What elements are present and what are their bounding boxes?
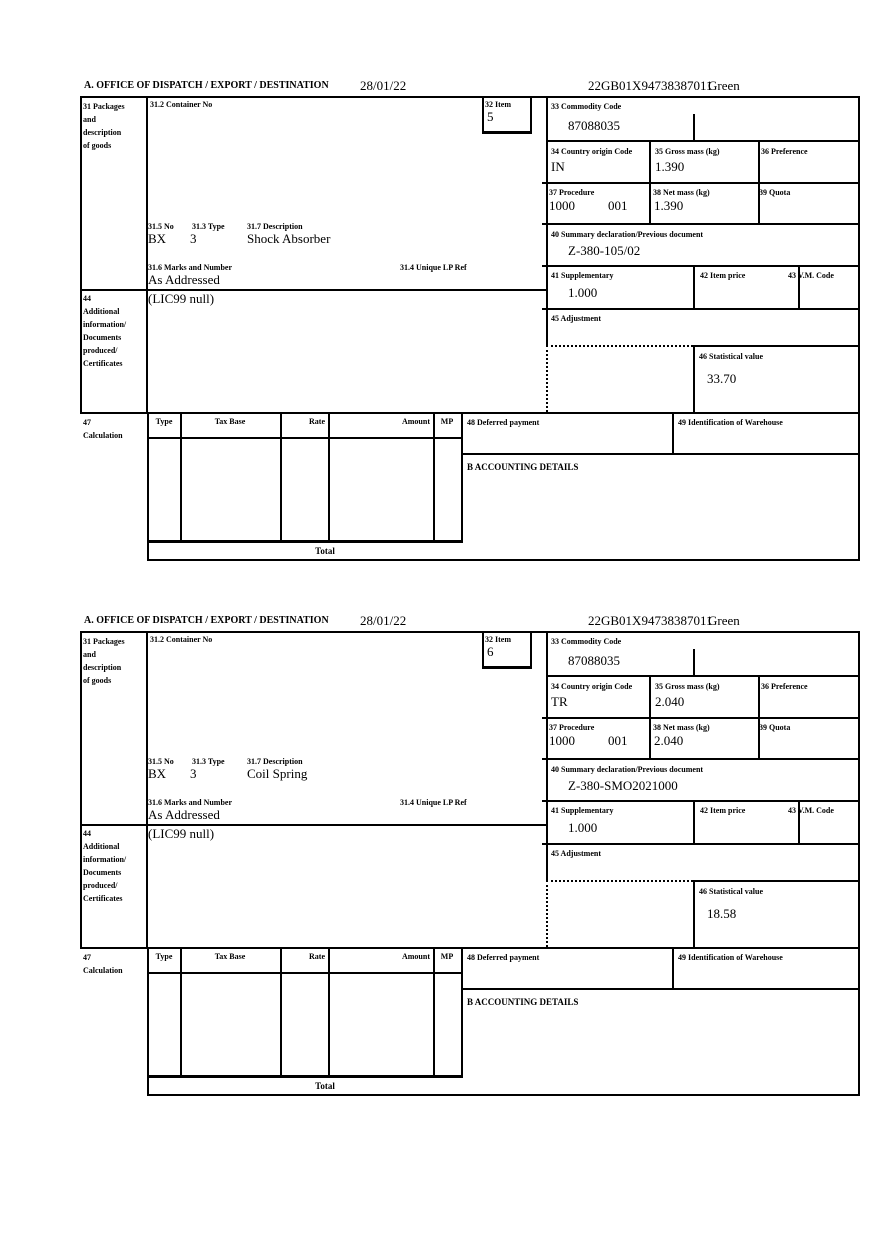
row-separator-37-40	[542, 758, 860, 760]
statistical-value-label: 46 Statistical value	[699, 887, 763, 896]
packages-type-value: 3	[190, 231, 197, 246]
calc-col-taxbase-right	[280, 947, 282, 1077]
procedure-label: 37 Procedure	[549, 188, 595, 197]
net-mass-label: 38 Net mass (kg)	[653, 723, 710, 732]
item-box-right	[530, 96, 532, 134]
box31-label	[83, 100, 125, 152]
col-separator-48-49	[672, 412, 674, 455]
statistical-box-left	[693, 880, 695, 949]
calc-col-taxbase-header: Tax Base	[214, 417, 246, 426]
form-border-bottom	[147, 559, 860, 561]
calc-col-rate-header: Rate	[309, 952, 325, 961]
calc-col-type-right	[180, 947, 182, 1077]
commodity-code-value: 87088035	[568, 653, 620, 668]
calc-col-mp-right	[461, 412, 463, 542]
previous-document-label: 40 Summary declaration/Previous document	[551, 230, 704, 239]
quota-label: 39 Quota	[759, 188, 791, 197]
calc-col-amount-right	[433, 947, 435, 1077]
office-of-dispatch-heading: A. OFFICE OF DISPATCH / EXPORT / DESTINATION	[84, 615, 329, 626]
box44-label	[83, 827, 126, 905]
label-column-separator	[146, 631, 148, 949]
country-origin-label: 34 Country origin Code	[551, 682, 633, 691]
col-separator-35-36	[758, 675, 760, 760]
preference-label: 36 Preference	[761, 147, 808, 156]
adjustment-label: 45 Adjustment	[551, 849, 602, 858]
form-border-right	[858, 631, 860, 1096]
calc-header-bottom	[147, 972, 463, 974]
item-no-label: 32 Item	[485, 100, 511, 109]
calc-col-type-header: Type	[155, 952, 173, 961]
calc-col-rate-right	[328, 947, 330, 1077]
box47-label-line: Calculation	[83, 966, 123, 975]
customs-item-form	[80, 613, 862, 1097]
cutout-dotted-horizontal	[546, 880, 693, 882]
item-no-value: 5	[487, 109, 494, 124]
net-mass-label: 38 Net mass (kg)	[653, 188, 710, 197]
commodity-box-bottom	[546, 140, 860, 142]
previous-document-value: Z-380-SMO2021000	[568, 778, 678, 793]
description-label: 31.7 Description	[247, 757, 303, 766]
packages-no-value: BX	[148, 766, 167, 781]
commodity-code-label: 33 Commodity Code	[551, 637, 622, 646]
form-border-left	[80, 96, 82, 414]
total-row-left	[147, 1075, 149, 1096]
packages-no-label: 31.5 No	[148, 757, 174, 766]
container-no-label: 31.2 Container No	[150, 635, 213, 644]
box47-label-line: Calculation	[83, 431, 123, 440]
box44-label-line: produced/	[83, 881, 118, 890]
box31-label-line: 31 Packages	[83, 102, 125, 111]
calc-col-mp-header: MP	[440, 417, 454, 426]
calc-col-mp-header: MP	[440, 952, 454, 961]
box47-label-line: 47	[83, 418, 91, 427]
country-origin-label: 34 Country origin Code	[551, 147, 633, 156]
container-no-label: 31.2 Container No	[150, 100, 213, 109]
total-label: Total	[315, 1081, 335, 1091]
box31-label	[83, 635, 125, 687]
quota-label: 39 Quota	[759, 723, 791, 732]
col-separator-34-35	[649, 140, 651, 225]
box47-label	[83, 416, 123, 442]
box31-label-line: description	[83, 663, 122, 672]
warehouse-id-label: 49 Identification of Warehouse	[678, 418, 783, 427]
box31-label-line: description	[83, 128, 122, 137]
deferred-payment-label: 48 Deferred payment	[467, 953, 540, 962]
box44-label-line: information/	[83, 320, 127, 329]
box44-label-line: Certificates	[83, 359, 123, 368]
col-separator-35-36	[758, 140, 760, 225]
row-separator-41-45	[542, 308, 860, 310]
gross-mass-label: 35 Gross mass (kg)	[655, 682, 720, 691]
statistical-box-top	[693, 880, 860, 882]
marks-label: 31.6 Marks and Number	[148, 263, 233, 272]
procedure-label: 37 Procedure	[549, 723, 595, 732]
calc-col-mp-right	[461, 947, 463, 1077]
calc-col-type-right	[180, 412, 182, 542]
commodity-code-value: 87088035	[568, 118, 620, 133]
statistical-value-label: 46 Statistical value	[699, 352, 763, 361]
calc-col-amount-right	[433, 412, 435, 542]
packages-no-label: 31.5 No	[148, 222, 174, 231]
row-separator-34-37	[542, 182, 860, 184]
packages-type-value: 3	[190, 766, 197, 781]
label-column-separator	[146, 96, 148, 414]
additional-information-value: (LIC99 null)	[148, 291, 215, 306]
commodity-box-bottom	[546, 675, 860, 677]
cutout-dotted-horizontal	[546, 345, 693, 347]
unique-lp-ref-label: 31.4 Unique LP Ref	[400, 798, 467, 807]
row-separator-48-accounting	[461, 988, 860, 990]
procedure-value: 1000	[549, 198, 575, 213]
supplementary-label: 41 Supplementary	[551, 806, 614, 815]
calc-table-bottom	[147, 1075, 463, 1078]
item-box-right	[530, 631, 532, 669]
country-origin-value: TR	[551, 694, 568, 709]
row-separator-41-45	[542, 843, 860, 845]
routing-status: Green	[708, 613, 740, 628]
row-separator-40-41	[542, 800, 860, 802]
item-box-bottom	[482, 666, 532, 669]
vm-code-label: 43 V.M. Code	[788, 271, 834, 280]
declaration-date: 28/01/22	[360, 613, 407, 628]
gross-mass-value: 2.040	[655, 694, 685, 709]
row-separator-48-accounting	[461, 453, 860, 455]
net-mass-value: 1.390	[654, 198, 684, 213]
box47-label	[83, 951, 123, 977]
marks-value: As Addressed	[148, 272, 220, 287]
col-separator-34-35	[649, 675, 651, 760]
row-separator-44-47	[80, 947, 860, 949]
vm-code-label: 43 V.M. Code	[788, 806, 834, 815]
procedure-extra-value: 001	[608, 733, 628, 748]
goods-description-value: Shock Absorber	[247, 231, 331, 246]
warehouse-id-label: 49 Identification of Warehouse	[678, 953, 783, 962]
previous-document-value: Z-380-105/02	[568, 243, 641, 258]
box44-label-line: Documents	[83, 868, 122, 877]
box44-label-line: Additional	[83, 307, 120, 316]
box44-label-line: Certificates	[83, 894, 123, 903]
previous-document-label: 40 Summary declaration/Previous document	[551, 765, 704, 774]
box44-label-line: 44	[83, 294, 91, 303]
form-border-right	[858, 96, 860, 561]
calc-header-bottom	[147, 437, 463, 439]
calc-table-left	[147, 412, 149, 542]
col-separator-41-42	[693, 265, 695, 310]
commodity-code-divider	[693, 649, 695, 675]
form-border-top	[80, 96, 860, 98]
box31-label-line: and	[83, 115, 96, 124]
supplementary-value: 1.000	[568, 820, 598, 835]
form-border-top	[80, 631, 860, 633]
movement-reference-number: 22GB01X94738387011	[588, 78, 713, 93]
item-price-label: 42 Item price	[700, 271, 746, 280]
supplementary-value: 1.000	[568, 285, 598, 300]
box44-label-line: information/	[83, 855, 127, 864]
packages-type-label: 31.3 Type	[192, 757, 225, 766]
calc-table-left	[147, 947, 149, 1077]
col-separator-48-49	[672, 947, 674, 990]
row-separator-44-47	[80, 412, 860, 414]
calc-col-rate-header: Rate	[309, 417, 325, 426]
procedure-extra-value: 001	[608, 198, 628, 213]
calc-col-type-header: Type	[155, 417, 173, 426]
commodity-code-divider	[693, 114, 695, 140]
cutout-dotted-vertical	[546, 880, 548, 947]
box31-label-line: of goods	[83, 676, 112, 685]
total-row-left	[147, 540, 149, 561]
item-box-bottom	[482, 131, 532, 134]
row-separator-40-41	[542, 265, 860, 267]
box31-label-line: 31 Packages	[83, 637, 125, 646]
customs-item-form	[80, 78, 862, 562]
row-separator-34-37	[542, 717, 860, 719]
description-label: 31.7 Description	[247, 222, 303, 231]
box44-label-line: Documents	[83, 333, 122, 342]
calc-col-amount-header: Amount	[401, 952, 430, 961]
row-separator-37-40	[542, 223, 860, 225]
accounting-details-label: B ACCOUNTING DETAILS	[467, 997, 579, 1007]
adjustment-label: 45 Adjustment	[551, 314, 602, 323]
deferred-payment-label: 48 Deferred payment	[467, 418, 540, 427]
box47-label-line: 47	[83, 953, 91, 962]
item-no-label: 32 Item	[485, 635, 511, 644]
box31-label-line: and	[83, 650, 96, 659]
box44-label-line: Additional	[83, 842, 120, 851]
procedure-value: 1000	[549, 733, 575, 748]
item-box-left	[482, 631, 484, 666]
packages-no-value: BX	[148, 231, 167, 246]
preference-label: 36 Preference	[761, 682, 808, 691]
gross-mass-label: 35 Gross mass (kg)	[655, 147, 720, 156]
country-origin-value: IN	[551, 159, 565, 174]
calc-col-taxbase-header: Tax Base	[214, 952, 246, 961]
form-border-bottom	[147, 1094, 860, 1096]
additional-information-value: (LIC99 null)	[148, 826, 215, 841]
calc-col-taxbase-right	[280, 412, 282, 542]
box44-label-line: produced/	[83, 346, 118, 355]
calc-col-rate-right	[328, 412, 330, 542]
form-border-left	[80, 631, 82, 949]
declaration-date: 28/01/22	[360, 78, 407, 93]
marks-value: As Addressed	[148, 807, 220, 822]
office-of-dispatch-heading: A. OFFICE OF DISPATCH / EXPORT / DESTINATION	[84, 80, 329, 91]
calc-table-bottom	[147, 540, 463, 543]
marks-label: 31.6 Marks and Number	[148, 798, 233, 807]
routing-status: Green	[708, 78, 740, 93]
accounting-details-label: B ACCOUNTING DETAILS	[467, 462, 579, 472]
item-price-label: 42 Item price	[700, 806, 746, 815]
cutout-dotted-vertical	[546, 345, 548, 412]
total-label: Total	[315, 546, 335, 556]
calc-col-amount-header: Amount	[401, 417, 430, 426]
supplementary-label: 41 Supplementary	[551, 271, 614, 280]
commodity-code-label: 33 Commodity Code	[551, 102, 622, 111]
unique-lp-ref-label: 31.4 Unique LP Ref	[400, 263, 467, 272]
gross-mass-value: 1.390	[655, 159, 685, 174]
movement-reference-number: 22GB01X94738387011	[588, 613, 713, 628]
box44-label	[83, 292, 126, 370]
packages-type-label: 31.3 Type	[192, 222, 225, 231]
statistical-value: 33.70	[707, 371, 737, 386]
net-mass-value: 2.040	[654, 733, 684, 748]
statistical-box-left	[693, 345, 695, 414]
statistical-value: 18.58	[707, 906, 737, 921]
statistical-box-top	[693, 345, 860, 347]
item-box-left	[482, 96, 484, 131]
goods-description-value: Coil Spring	[247, 766, 308, 781]
box44-label-line: 44	[83, 829, 91, 838]
box31-label-line: of goods	[83, 141, 112, 150]
col-separator-41-42	[693, 800, 695, 845]
item-no-value: 6	[487, 644, 494, 659]
